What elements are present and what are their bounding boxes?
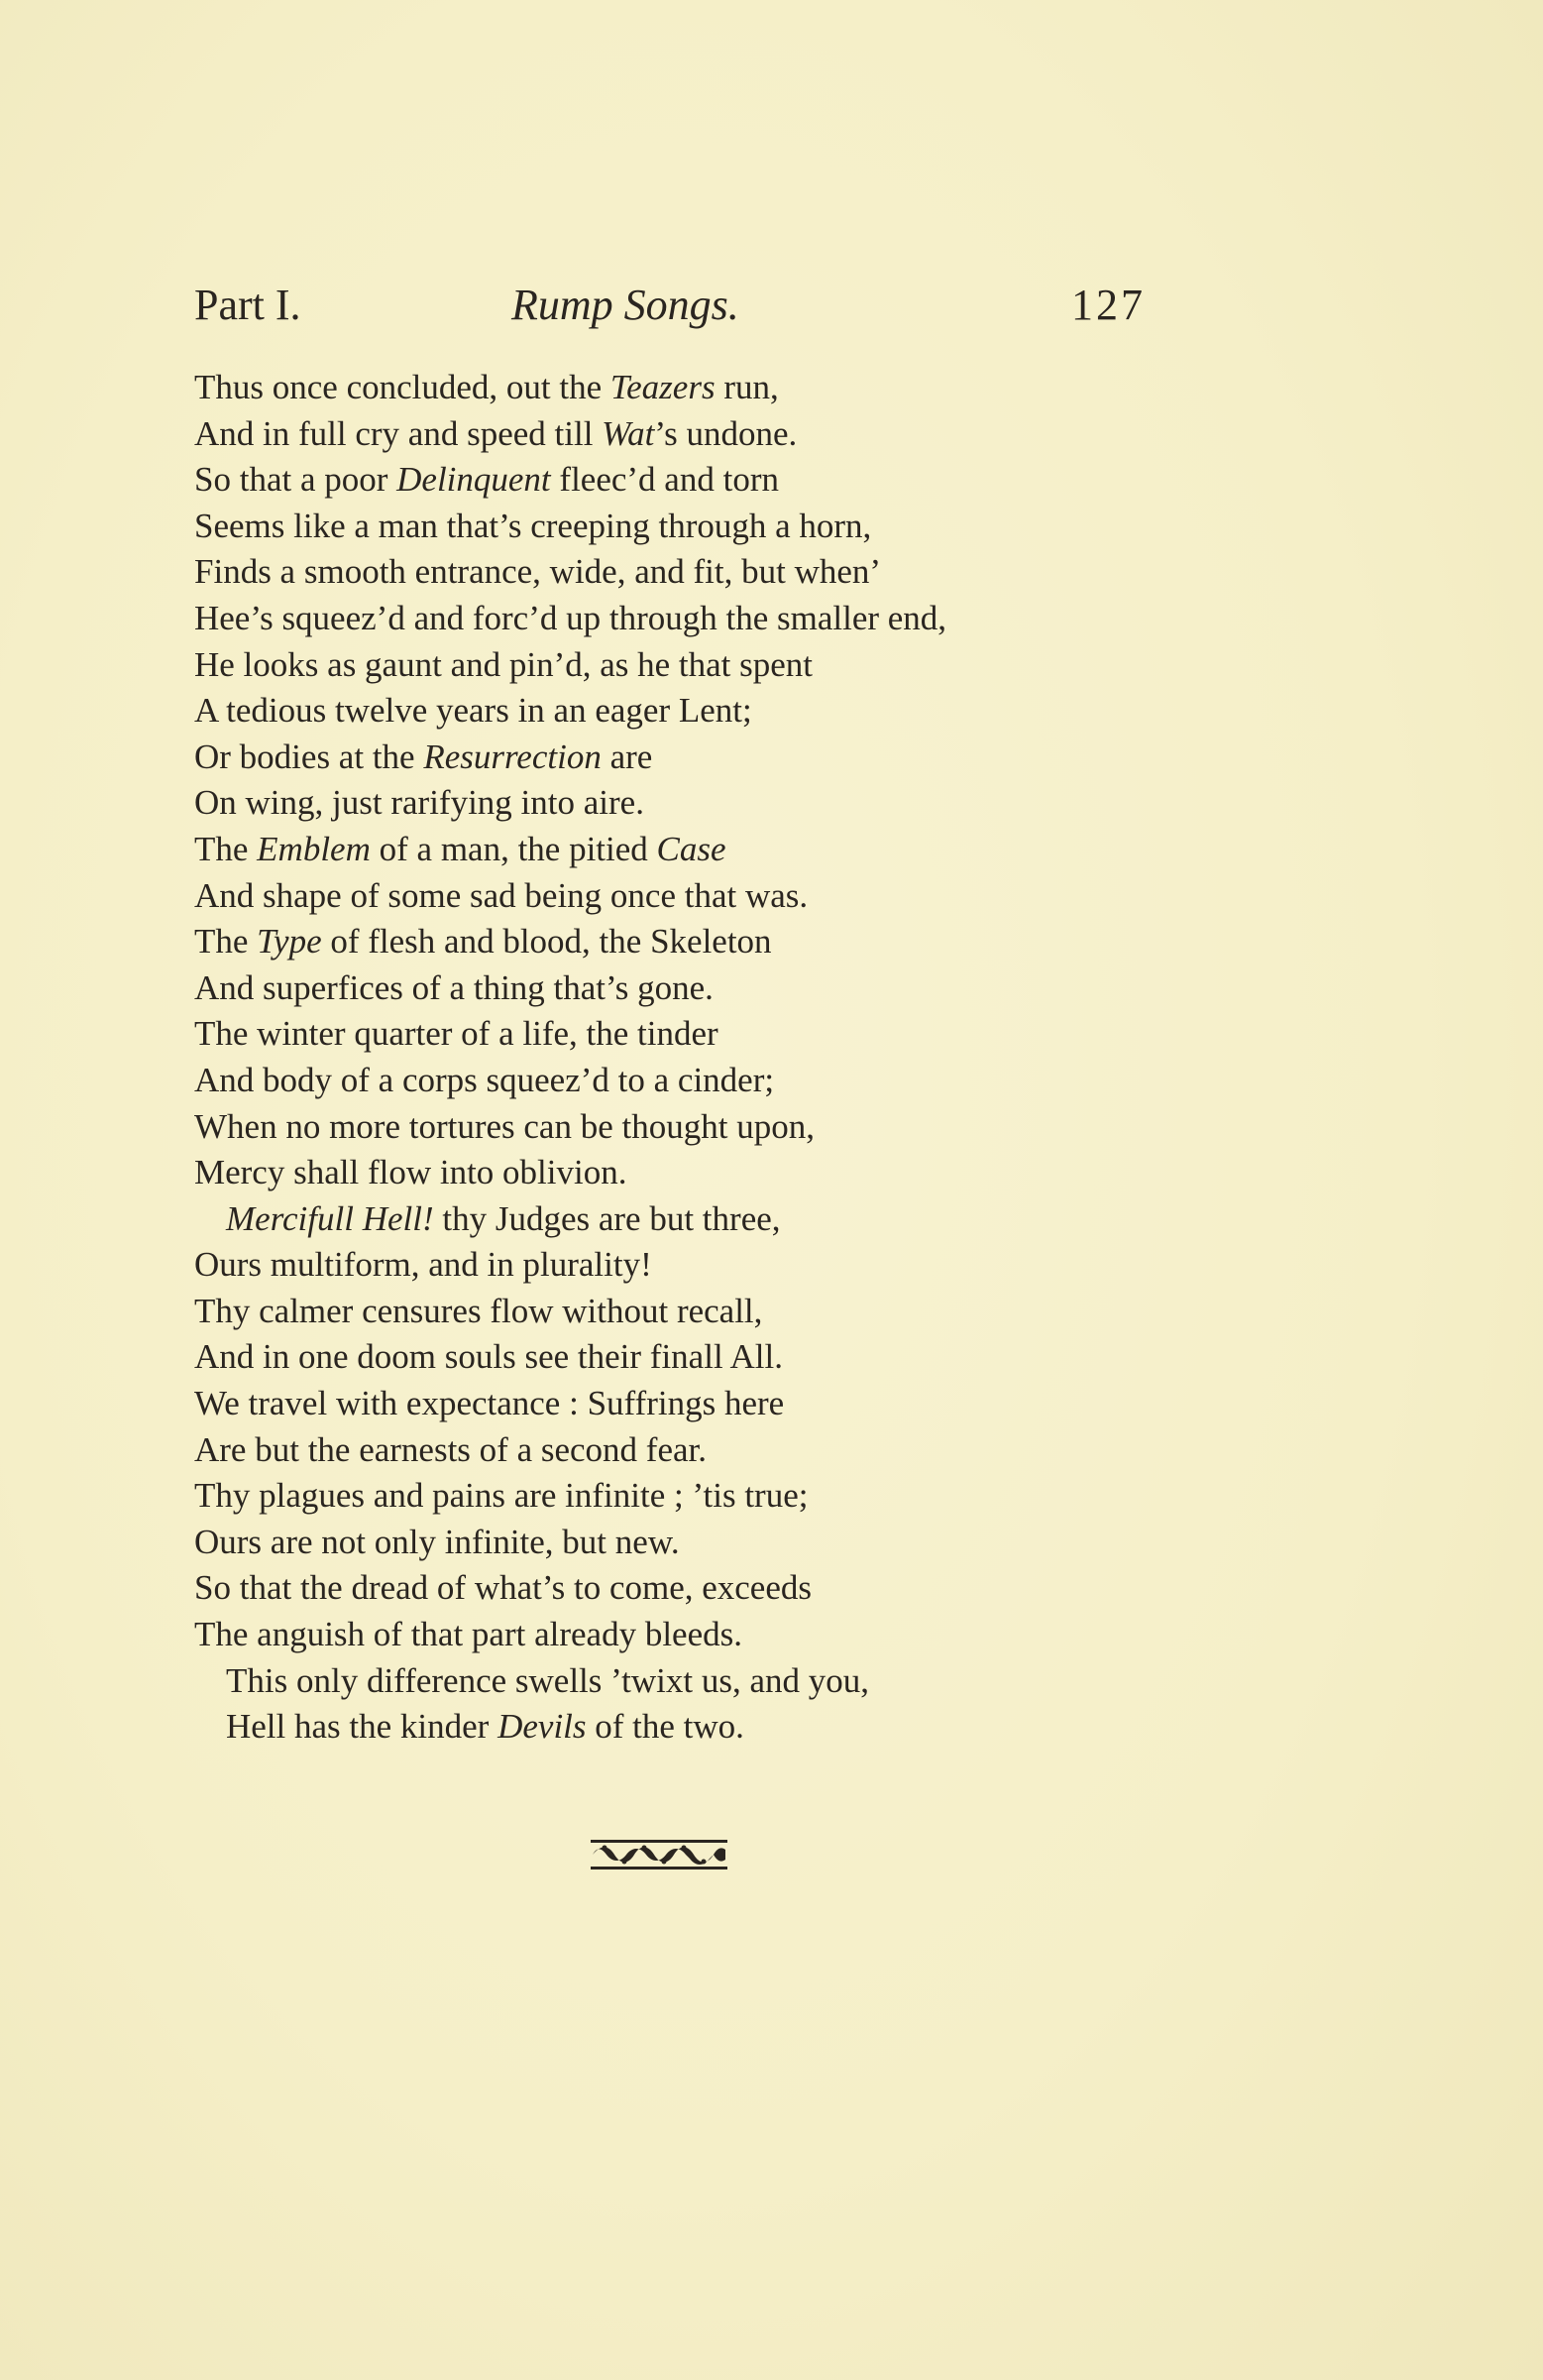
running-title: Rump Songs. bbox=[511, 281, 739, 329]
line-text: The anguish of that part already bleeds. bbox=[194, 1615, 742, 1654]
italic-word: Wat bbox=[602, 413, 655, 453]
poem-line bbox=[194, 1473, 1185, 1520]
line-text: And in one doom souls see their finall All. bbox=[194, 1337, 783, 1377]
part-label: Part I. bbox=[194, 281, 301, 329]
poem-text bbox=[194, 365, 1185, 1751]
poem-line bbox=[194, 919, 1185, 965]
printers-ornament-icon bbox=[589, 1836, 729, 1873]
line-text: of flesh and blood, the Skeleton bbox=[321, 922, 772, 962]
line-text: On wing, just rarifying into aire. bbox=[194, 783, 644, 823]
line-text: ’s undone. bbox=[654, 413, 798, 453]
poem-line bbox=[194, 549, 1185, 596]
poem-line bbox=[194, 365, 1185, 411]
line-text: Seems like a man that’s creeping through a horn, bbox=[194, 506, 872, 545]
line-text: And body of a corps squeez’d to a cinder; bbox=[194, 1060, 775, 1099]
poem-line bbox=[194, 411, 1185, 458]
line-text: thy Judges are but three, bbox=[433, 1198, 781, 1238]
line-text: The winter quarter of a life, the tinder bbox=[194, 1014, 718, 1054]
page-number: 127 bbox=[1071, 281, 1146, 329]
line-text: This only difference swells ’twixt us, and you, bbox=[226, 1660, 870, 1700]
line-text: The bbox=[194, 922, 258, 962]
line-text: are bbox=[601, 737, 653, 776]
poem-line bbox=[194, 504, 1185, 550]
line-text: Thy plagues and pains are infinite ; ’tis true; bbox=[194, 1476, 809, 1516]
poem-line bbox=[194, 1196, 1185, 1243]
poem-line bbox=[194, 1011, 1185, 1058]
poem-line bbox=[194, 780, 1185, 827]
poem-line bbox=[194, 1565, 1185, 1612]
line-text: So that a poor bbox=[194, 460, 397, 500]
line-text: We travel with expectance : Suffrings here bbox=[194, 1384, 785, 1423]
running-head bbox=[194, 276, 1146, 335]
poem-line bbox=[194, 642, 1185, 689]
italic-word: Case bbox=[656, 829, 726, 868]
poem-line bbox=[194, 1381, 1185, 1427]
poem-line bbox=[194, 1242, 1185, 1289]
poem-line bbox=[194, 1289, 1185, 1335]
italic-word: Resurrection bbox=[423, 737, 602, 776]
line-text: Ours are not only infinite, but new. bbox=[194, 1522, 680, 1561]
italic-word: Emblem bbox=[257, 829, 371, 868]
line-text: of the two. bbox=[586, 1707, 744, 1747]
line-text: Mercy shall flow into oblivion. bbox=[194, 1153, 627, 1192]
line-text: And shape of some sad being once that was. bbox=[194, 875, 809, 915]
italic-word: Devils bbox=[497, 1707, 587, 1747]
poem-line bbox=[194, 1150, 1185, 1196]
poem-line bbox=[194, 1334, 1185, 1381]
line-text: Ours multiform, and in plurality! bbox=[194, 1245, 652, 1285]
italic-word: Type bbox=[257, 922, 322, 962]
line-text: Thus once concluded, out the bbox=[194, 368, 610, 406]
poem-line bbox=[194, 735, 1185, 781]
line-text: Hee’s squeez’d and forc’d up through the smaller end, bbox=[194, 598, 947, 637]
line-text: run, bbox=[715, 368, 779, 406]
line-text: And in full cry and speed till bbox=[194, 413, 603, 453]
italic-word: Mercifull Hell! bbox=[226, 1198, 434, 1238]
line-text: The bbox=[194, 829, 258, 868]
line-text: Finds a smooth entrance, wide, and fit, but when’ bbox=[194, 552, 882, 592]
line-text: Thy calmer censures flow without recall, bbox=[194, 1291, 763, 1330]
line-text: He looks as gaunt and pin’d, as he that spent bbox=[194, 644, 814, 684]
line-text: fleec’d and torn bbox=[550, 460, 779, 500]
poem-line bbox=[194, 688, 1185, 735]
line-text: So that the dread of what’s to come, exceeds bbox=[194, 1568, 812, 1608]
poem-line bbox=[194, 1058, 1185, 1104]
line-text: And superfices of a thing that’s gone. bbox=[194, 967, 714, 1007]
italic-word: Delinquent bbox=[396, 460, 551, 500]
line-text: Hell has the kinder bbox=[226, 1707, 498, 1747]
poem-line bbox=[194, 1612, 1185, 1658]
poem-line bbox=[194, 1658, 1185, 1705]
line-text: of a man, the pitied bbox=[370, 829, 657, 868]
poem-line bbox=[194, 965, 1185, 1012]
italic-word: Teazers bbox=[609, 368, 716, 406]
poem-line bbox=[194, 873, 1185, 920]
poem-line bbox=[194, 1704, 1185, 1751]
poem-line bbox=[194, 457, 1185, 504]
poem-line bbox=[194, 1520, 1185, 1566]
line-text: A tedious twelve years in an eager Lent; bbox=[194, 691, 752, 731]
line-text: Are but the earnests of a second fear. bbox=[194, 1429, 708, 1469]
line-text: When no more tortures can be thought upon, bbox=[194, 1106, 815, 1146]
poem-line bbox=[194, 1104, 1185, 1151]
poem-line bbox=[194, 596, 1185, 642]
poem-line bbox=[194, 827, 1185, 873]
poem-line bbox=[194, 1427, 1185, 1474]
line-text: Or bodies at the bbox=[194, 737, 424, 776]
